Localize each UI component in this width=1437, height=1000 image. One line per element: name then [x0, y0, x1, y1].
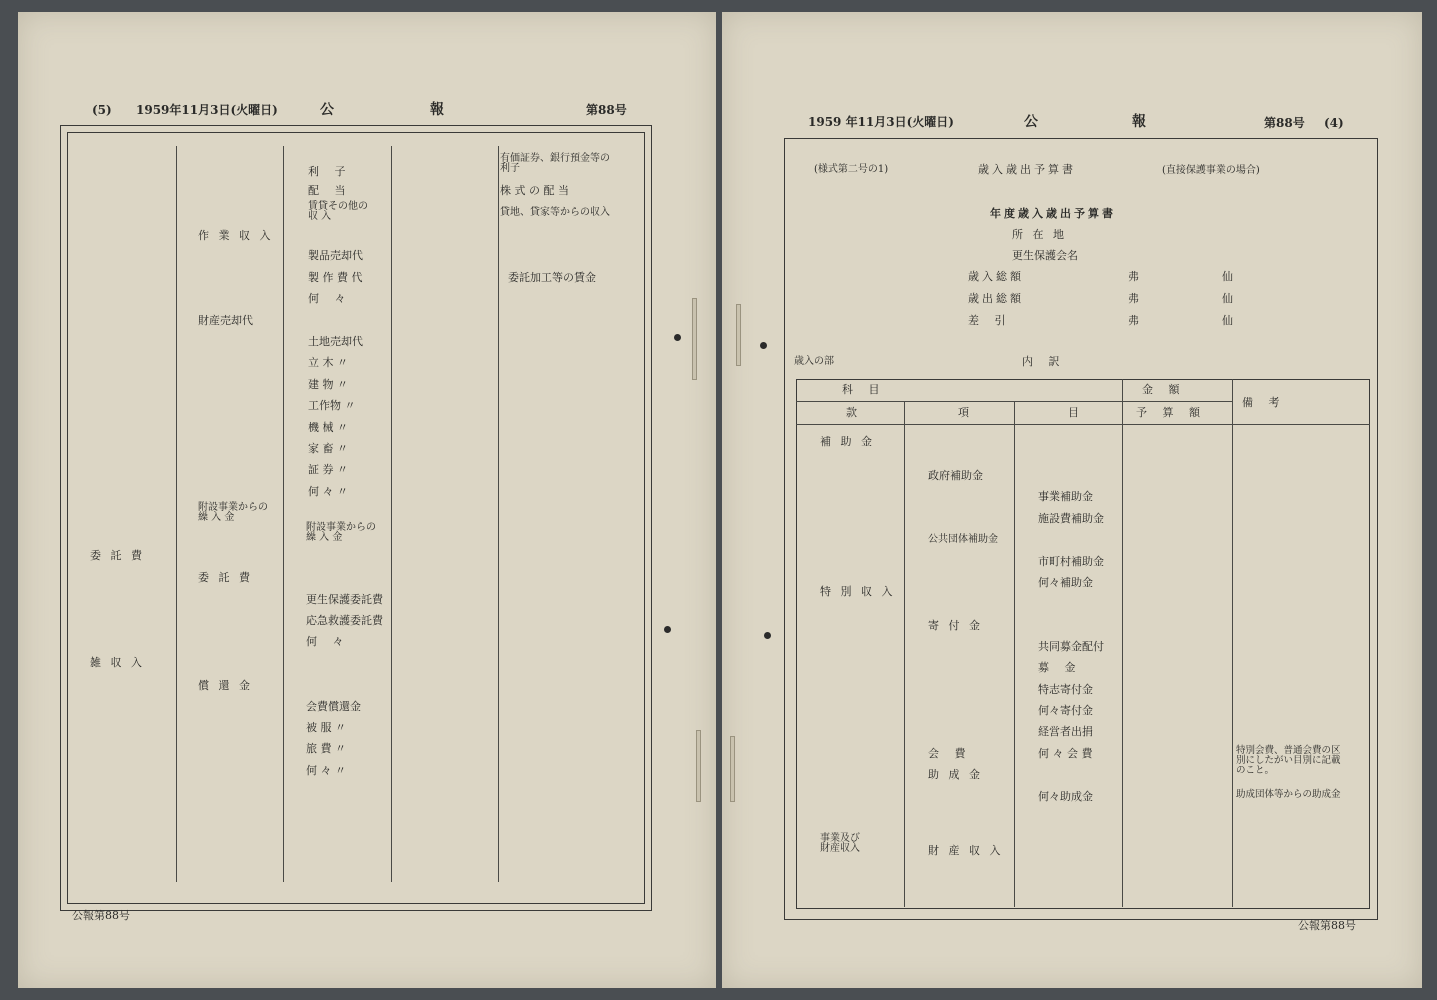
header-moku: 目	[1068, 406, 1079, 419]
moku-item: 旅 費 〃	[306, 742, 346, 755]
section-label: 歳入の部	[794, 356, 834, 367]
page-number: (5)	[92, 103, 112, 117]
footer: 公報第88号	[72, 909, 130, 922]
binding-stitch	[696, 730, 701, 802]
moku-item: 家 畜 〃	[308, 442, 348, 455]
header-yosan: 予 算 額	[1136, 406, 1206, 419]
header-kingaku: 金 額	[1142, 383, 1186, 396]
column-divider	[391, 146, 392, 882]
moku-item: 応急救護委託費	[306, 614, 383, 627]
binding-stitch	[736, 304, 741, 366]
kou-item: 助 成 金	[928, 768, 983, 781]
moku-item: 立 木 〃	[308, 356, 348, 369]
header-title-1: 公	[320, 102, 334, 118]
moku-item: 工作物 〃	[308, 399, 356, 412]
moku-item: 市町村補助金	[1038, 555, 1104, 568]
moku-item: 何 々	[306, 635, 350, 648]
remark-item: 株 式 の 配 当	[500, 184, 569, 197]
remark-item: 貸地、貸家等からの収入	[500, 207, 610, 218]
kou-item: 会 費	[928, 747, 972, 760]
header-issue: 第88号	[586, 103, 627, 117]
kou-item: 委 託 費	[198, 571, 253, 584]
total-unit: 弗	[1128, 292, 1139, 305]
total-unit: 弗	[1128, 270, 1139, 283]
moku-item: 特志寄付金	[1038, 683, 1093, 696]
remark-item: 有価証券、銀行預金等の 利子	[500, 153, 610, 174]
header-date: 1959 年11月3日(火曜日)	[808, 115, 954, 129]
moku-item: 何々寄付金	[1038, 704, 1093, 717]
moku-item: 何 々	[308, 292, 352, 305]
kan-item: 補 助 金	[820, 435, 875, 448]
moku-item: 製品売却代	[308, 249, 363, 262]
header-kan: 款	[846, 406, 857, 419]
moku-item: 賃貸その他の 収 入	[308, 201, 368, 222]
kou-item: 作 業 収 入	[198, 229, 274, 242]
moku-item: 事業補助金	[1038, 490, 1093, 503]
column-divider	[1014, 401, 1015, 907]
kan-item: 事業及び 財産収入	[820, 833, 860, 854]
binding-hole	[760, 342, 767, 349]
total-label: 差 引	[968, 314, 1012, 327]
binding-stitch	[730, 736, 735, 802]
binding-stitch	[692, 298, 697, 380]
moku-item: 募 金	[1038, 661, 1082, 674]
total-unit: 弗	[1128, 314, 1139, 327]
kou-item: 償 還 金	[198, 679, 253, 692]
moku-item: 何 々 会 費	[1038, 747, 1093, 760]
remark-item: 助成団体等からの助成金	[1236, 789, 1341, 800]
right-page	[722, 12, 1422, 988]
header-issue: 第88号	[1264, 116, 1305, 130]
inner-frame	[67, 132, 645, 904]
column-divider	[1232, 379, 1233, 907]
total-label: 歳入総額	[968, 270, 1024, 283]
header-kamoku: 科 目	[842, 383, 886, 396]
page-number: (4)	[1324, 116, 1344, 130]
moku-item: 証 券 〃	[308, 463, 348, 476]
remark-item: 特別会費、普通会費の区 別にしたがい目別に記載 のこと。	[1236, 745, 1341, 776]
column-divider	[1122, 379, 1123, 907]
moku-item: 建 物 〃	[308, 378, 348, 391]
kou-item: 附設事業からの 繰 入 金	[198, 502, 268, 523]
total-unit: 仙	[1222, 270, 1233, 283]
moku-item: 何々補助金	[1038, 576, 1093, 589]
moku-item: 機 械 〃	[308, 421, 348, 434]
moku-item: 共同募金配付	[1038, 640, 1104, 653]
kou-item: 政府補助金	[928, 469, 983, 482]
moku-item: 何 々 〃	[308, 485, 348, 498]
remark-item: 委託加工等の賃金	[508, 271, 596, 284]
moku-item: 施設費補助金	[1038, 512, 1104, 525]
kou-item: 寄 付 金	[928, 619, 983, 632]
header-title-2: 報	[430, 102, 444, 118]
moku-item: 経営者出捐	[1038, 725, 1093, 738]
header-title-1: 公	[1024, 114, 1038, 130]
header-title-2: 報	[1132, 114, 1146, 130]
field-label: 更生保護会名	[1012, 249, 1078, 262]
section-subtitle: 内 訳	[1022, 355, 1066, 368]
field-label: 所 在 地	[1012, 228, 1067, 241]
kou-item: 公共団体補助金	[928, 534, 998, 545]
document-title: 年度歳入歳出予算書	[990, 207, 1116, 220]
moku-item: 配 当	[308, 184, 352, 197]
moku-item: 製 作 費 代	[308, 271, 363, 284]
kan-item: 委 託 費	[90, 549, 145, 562]
kan-item: 特 別 収 入	[820, 585, 896, 598]
kou-item: 財 産 収 入	[928, 844, 1004, 857]
form-number: (様式第二号の1)	[814, 164, 889, 175]
kou-item: 財産売却代	[198, 314, 253, 327]
binding-hole	[664, 626, 671, 633]
header-kou: 項	[958, 406, 969, 419]
form-title: 歳入歳出予算書	[978, 163, 1076, 176]
column-divider	[283, 146, 284, 882]
form-note: (直接保護事業の場合)	[1162, 165, 1260, 176]
header-bikou: 備 考	[1242, 396, 1286, 409]
moku-item: 利 子	[308, 165, 352, 178]
left-page	[18, 12, 716, 988]
kan-item: 雑 収 入	[90, 656, 145, 669]
moku-item: 何々助成金	[1038, 790, 1093, 803]
column-divider	[498, 146, 499, 882]
total-label: 歳出総額	[968, 292, 1024, 305]
moku-item: 被 服 〃	[306, 721, 346, 734]
moku-item: 何 々 〃	[306, 764, 346, 777]
moku-item: 更生保護委託費	[306, 593, 383, 606]
moku-item: 会費償還金	[306, 700, 361, 713]
header-date: 1959年11月3日(火曜日)	[136, 103, 278, 117]
footer: 公報第88号	[1298, 919, 1356, 932]
binding-hole	[764, 632, 771, 639]
moku-item: 附設事業からの 繰 入 金	[306, 522, 376, 543]
row-divider	[796, 424, 1370, 425]
moku-item: 土地売却代	[308, 335, 363, 348]
column-divider	[176, 146, 177, 882]
column-divider	[904, 401, 905, 907]
total-unit: 仙	[1222, 292, 1233, 305]
binding-hole	[674, 334, 681, 341]
total-unit: 仙	[1222, 314, 1233, 327]
